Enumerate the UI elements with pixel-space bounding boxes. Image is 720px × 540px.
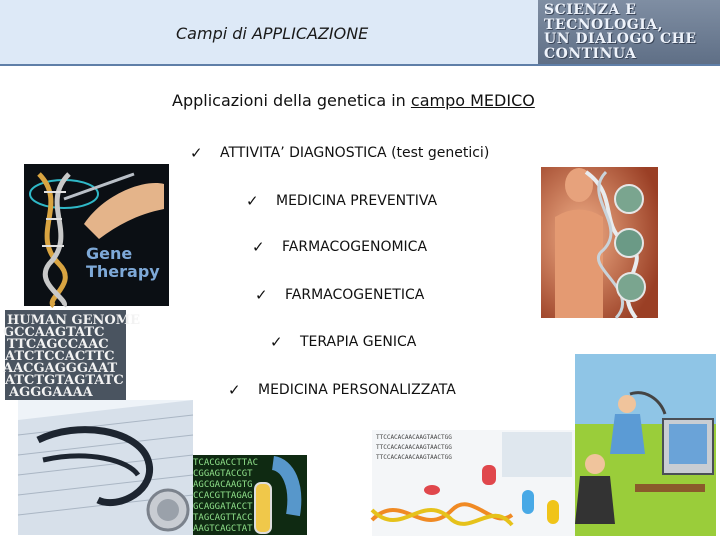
gene-label: Gene (86, 244, 133, 263)
sequence-tube-image (193, 455, 307, 535)
header-bar (0, 0, 720, 66)
main-title-underlined: campo MEDICO (410, 91, 535, 110)
therapy-label: Therapy (86, 262, 160, 281)
main-title (172, 91, 535, 110)
sequence-row: AAGTCAGCTAT (193, 524, 253, 534)
logo-line: SCIENZA E (544, 2, 637, 18)
dna-body-image (541, 167, 658, 318)
check-icon: ✓ (228, 381, 241, 399)
bullet-text: MEDICINA PERSONALIZZATA (258, 382, 456, 398)
logo (538, 0, 720, 64)
main-title-prefix: Applicazioni della genetica in (172, 91, 411, 110)
sequence-row: CGGAGTACCGT (193, 469, 253, 479)
bullet-text: FARMACOGENOMICA (282, 239, 428, 255)
check-icon: ✓ (190, 144, 203, 162)
logo-line: UN DIALOGO CHE (544, 31, 697, 47)
tablet-sequence-row: TTCCACACAACAAGTAACTGG (376, 444, 452, 451)
human-genome-image (3, 310, 141, 400)
logo-line: TECNOLOGIA, (544, 16, 664, 33)
sequence-row: TCACGACCTTAC (193, 458, 259, 468)
bullet-item (270, 333, 416, 351)
genome-row: HUMAN GENOME (7, 313, 141, 328)
logo-line: CONTINUA (544, 45, 637, 62)
bullet-item (252, 238, 427, 256)
sequence-row: GCAGGATACCT (193, 502, 253, 512)
human-genome-illustration (3, 310, 141, 400)
bullet-item (246, 192, 437, 210)
genome-row: AACGAGGGAAT (3, 361, 118, 376)
genome-row: TTCAGCCAAC (7, 337, 109, 352)
stethoscope-illustration (18, 400, 193, 535)
bullet-text: MEDICINA PREVENTIVA (276, 193, 438, 209)
doctor-computer-illustration (575, 354, 716, 536)
bullet-item (255, 286, 424, 304)
header-title: Campi di APPLICAZIONE (176, 24, 369, 43)
bullet-item (190, 144, 489, 162)
gene-therapy-image (24, 164, 169, 306)
genome-row: ATCTCCACTTC (5, 349, 115, 364)
genome-row: GCCAAGTATC (3, 325, 105, 340)
sequence-tube-illustration (193, 455, 307, 535)
sequence-row: CCACGTTAGAG (193, 491, 253, 501)
dna-body-illustration (541, 167, 658, 318)
genome-row: AGGGAAAA (9, 385, 93, 400)
bullet-text: TERAPIA GENICA (300, 334, 417, 350)
gene-therapy-illustration (24, 164, 169, 306)
doctor-computer-image (575, 354, 716, 536)
check-icon: ✓ (252, 238, 265, 256)
check-icon: ✓ (270, 333, 283, 351)
dna-tablets-image (372, 430, 575, 536)
bullet-text: FARMACOGENETICA (285, 287, 425, 303)
check-icon: ✓ (246, 192, 259, 210)
bullet-text: ATTIVITA’ DIAGNOSTICA (test genetici) (220, 145, 490, 161)
dna-tablets-illustration (372, 430, 575, 536)
sequence-row: TAGCAGTTACC (193, 513, 253, 523)
sequence-row: AGCGACAAGTG (193, 480, 253, 490)
check-icon: ✓ (255, 286, 268, 304)
stethoscope-image (18, 400, 193, 535)
bullet-item (228, 381, 456, 399)
genome-row: ATCTGTAGTATC (5, 373, 124, 388)
tablet-sequence-row: TTCCACACAACAAGTAACTGG (376, 454, 452, 461)
tablet-sequence-row: TTCCACACAACAAGTAACTGG (376, 434, 452, 441)
